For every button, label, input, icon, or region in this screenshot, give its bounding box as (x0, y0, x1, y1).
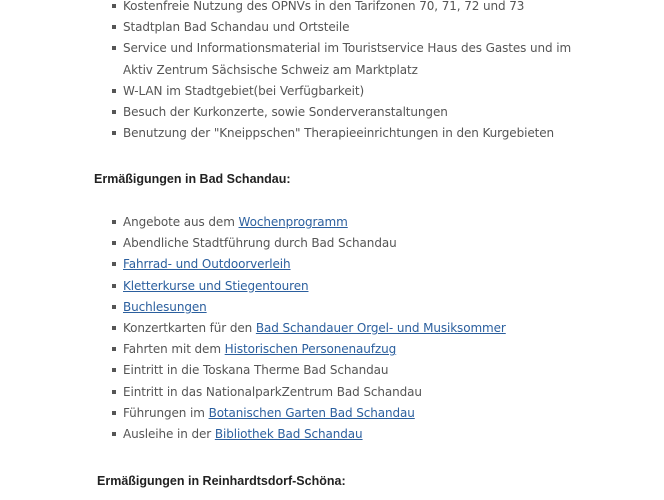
link-wochenprogramm[interactable]: Wochenprogramm (238, 215, 348, 229)
list-item-text: Abendliche Stadtführung durch Bad Schandau (123, 236, 397, 251)
link-personenaufzug[interactable]: Historischen Personenaufzug (224, 342, 397, 357)
list-item-text: Stadtplan Bad Schandau und Ortsteile (123, 20, 350, 35)
section-heading-reinhardtsdorf-schoena: Ermäßigungen in Reinhardtsdorf-Schöna: (97, 474, 346, 488)
list-item (110, 38, 571, 80)
list-item-text: Eintritt in die Toskana Therme Bad Schandau (123, 363, 389, 378)
section-heading-bad-schandau: Ermäßigungen in Bad Schandau: (94, 172, 291, 186)
discounts-bad-schandau-list (110, 212, 506, 445)
link-fahrrad-outdoorverleih[interactable]: Fahrrad- und Outdoorverleih (123, 257, 291, 272)
list-item (110, 102, 571, 123)
link-kletterkurse[interactable]: Kletterkurse und Stiegentouren (123, 278, 309, 293)
link-buchlesungen[interactable]: Buchlesungen (123, 299, 207, 314)
list-item-text-continued: Aktiv Zentrum Sächsische Schweiz am Marktplatz (123, 62, 418, 77)
list-item (110, 81, 571, 102)
list-item (110, 0, 571, 17)
list-item (110, 123, 571, 144)
list-item (110, 360, 506, 381)
list-item-text: Kostenfreie Nutzung des ÖPNVs in den Tarifzonen 70, 71, 72 und 73 (123, 0, 525, 13)
list-item (110, 297, 506, 318)
list-item-text: W-LAN im Stadtgebiet(bei Verfügbarkeit) (123, 83, 365, 98)
link-bibliothek[interactable]: Bibliothek Bad Schandau (214, 427, 363, 442)
list-item (110, 276, 506, 297)
list-item-text: Angebote aus dem (123, 215, 239, 229)
list-item (110, 233, 506, 254)
list-item (110, 212, 506, 233)
list-item-text: Fahrten mit dem (123, 342, 225, 357)
list-item-text: Führungen im (123, 405, 209, 420)
list-item (110, 318, 506, 339)
list-item-text: Benutzung der "Kneippschen" Therapieeinrichtungen in den Kurgebieten (123, 126, 555, 141)
list-item-text: Konzertkarten für den (123, 321, 256, 336)
list-item (110, 403, 506, 424)
included-services-list (110, 0, 571, 144)
list-item (110, 254, 506, 275)
list-item-text: Ausleihe in der (123, 427, 215, 442)
list-item (110, 424, 506, 445)
list-item-text: Besuch der Kurkonzerte, sowie Sonderveranstaltungen (123, 105, 448, 120)
list-item-text: Service und Informationsmaterial im Touristservice Haus des Gastes und im (123, 41, 572, 56)
link-botanischer-garten[interactable]: Botanischen Garten Bad Schandau (208, 405, 415, 420)
link-orgel-musiksommer[interactable]: Bad Schandauer Orgel- und Musiksommer (255, 321, 506, 336)
list-item (110, 339, 506, 360)
list-item-text: Eintritt in das NationalparkZentrum Bad Schandau (123, 384, 422, 399)
list-item (110, 382, 506, 403)
list-item (110, 17, 571, 38)
